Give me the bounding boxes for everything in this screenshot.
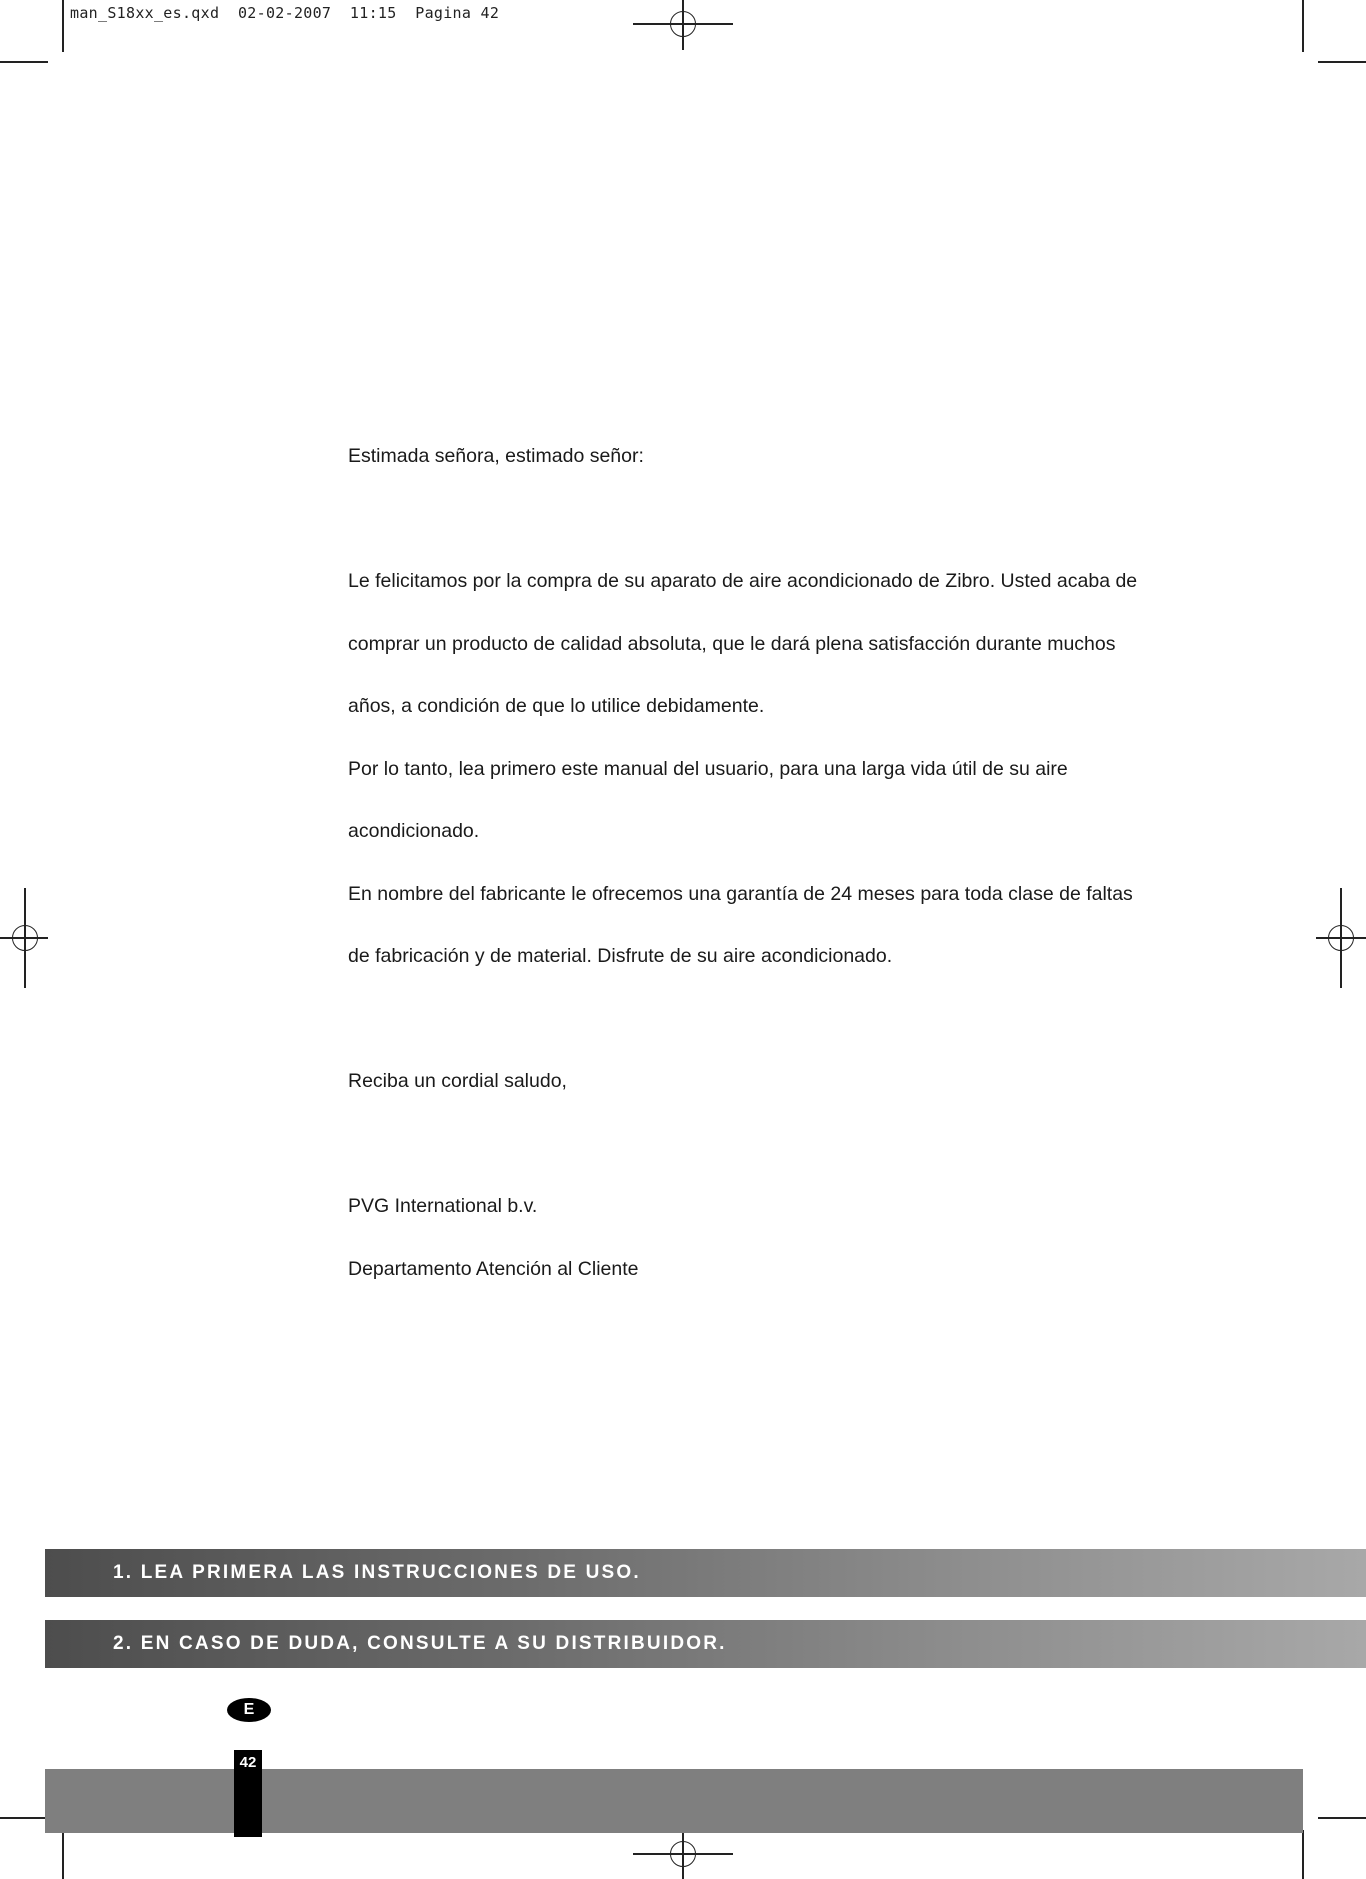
letter-line: Por lo tanto, lea primero este manual del usuario, para una larga vida útil de su aire	[348, 757, 1068, 780]
page-number: 42	[234, 1750, 262, 1837]
instruction-banner-1: 1. LEA PRIMERA LAS INSTRUCCIONES DE USO.	[45, 1549, 1366, 1597]
registration-mark-circle	[12, 925, 38, 951]
crop-mark	[1302, 0, 1304, 52]
letter-company: PVG International b.v.	[348, 1195, 538, 1217]
registration-mark-circle	[1328, 925, 1354, 951]
crop-mark	[62, 0, 64, 52]
print-slug: man_S18xx_es.qxd 02-02-2007 11:15 Pagina 42	[70, 4, 500, 22]
letter-line: acondicionado.	[348, 820, 480, 842]
letter-line: años, a condición de que lo utilice debidamente.	[348, 695, 765, 717]
letter-closing: Reciba un cordial saludo,	[348, 1070, 567, 1092]
crop-mark	[1318, 1817, 1366, 1819]
crop-mark	[0, 1817, 48, 1819]
letter-department: Departamento Atención al Cliente	[348, 1257, 639, 1280]
registration-mark-circle	[670, 11, 696, 37]
registration-mark-circle	[670, 1841, 696, 1867]
letter-line: comprar un producto de calidad absoluta, que le dará plena satisfacción durante muchos	[348, 632, 1116, 655]
welcome-letter	[348, 425, 1208, 1300]
crop-mark	[1302, 1830, 1304, 1879]
instruction-banner-2: 2. EN CASO DE DUDA, CONSULTE A SU DISTRIBUIDOR.	[45, 1620, 1366, 1668]
letter-line: Le felicitamos por la compra de su aparato de aire acondicionado de Zibro. Usted acaba de	[348, 570, 1138, 592]
crop-mark	[1318, 61, 1366, 63]
crop-mark	[62, 1830, 64, 1879]
crop-mark	[0, 61, 48, 63]
letter-line: de fabricación y de material. Disfrute de su aire acondicionado.	[348, 945, 893, 967]
letter-line: En nombre del fabricante le ofrecemos una garantía de 24 meses para toda clase de faltas	[348, 882, 1133, 905]
letter-greeting: Estimada señora, estimado señor:	[348, 445, 644, 467]
language-badge: E	[227, 1698, 271, 1722]
